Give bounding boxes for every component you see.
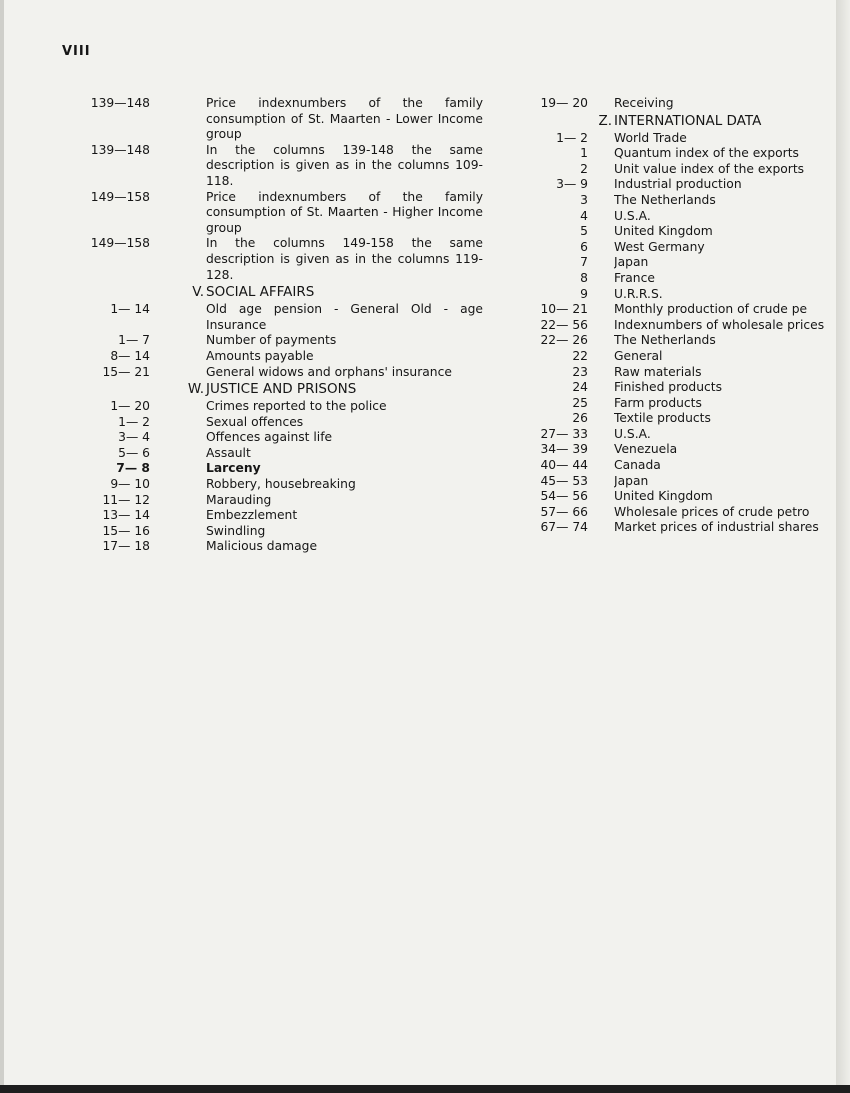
index-entry: [510, 209, 830, 225]
section-title: SOCIAL AFFAIRS: [206, 284, 315, 301]
index-entry: [510, 146, 830, 162]
column-range: 7— 8: [116, 461, 150, 476]
entry-description: Receiving: [614, 96, 674, 110]
index-entry: [510, 458, 830, 474]
column-range: 1— 14: [110, 302, 150, 317]
section-title: INTERNATIONAL DATA: [614, 112, 762, 129]
column-range: 57— 66: [540, 504, 588, 519]
entry-description: Industrial production: [614, 177, 742, 192]
entry-description: In the columns 149-158 the same description is given as in the columns 119-128.: [206, 236, 483, 282]
column-range: 22— 26: [540, 333, 588, 348]
index-entry: [510, 520, 830, 536]
index-entry: [58, 365, 483, 381]
index-entry: [58, 430, 483, 446]
column-range: 149—158: [90, 236, 150, 251]
entry-description: Price indexnumbers of the family consumption of St. Maarten - Higher Income group: [206, 189, 483, 235]
entry-description: Venezuela: [614, 442, 678, 457]
index-entry: [510, 365, 830, 381]
entry-description: Marauding: [206, 492, 272, 507]
column-range: 17— 18: [102, 539, 150, 554]
page-number: VIII: [62, 44, 91, 59]
entry-description: Market prices of industrial shares: [614, 520, 819, 535]
column-range: 7: [580, 255, 588, 270]
index-entry: [510, 349, 830, 365]
section-letter: W.: [187, 381, 204, 398]
column-range: 25: [572, 395, 588, 410]
entry-description: United Kingdom: [614, 224, 713, 239]
index-entry: [58, 190, 483, 237]
column-range: 19— 20: [540, 96, 588, 110]
index-entry: [510, 396, 830, 412]
entry-description: Old age pension - General Old - age Insurance: [206, 302, 483, 332]
column-range: 45— 53: [540, 473, 588, 488]
index-entry: [510, 255, 830, 271]
column-range: 67— 74: [540, 520, 588, 535]
entry-description: General widows and orphans' insurance: [206, 364, 452, 379]
column-range: 9: [580, 286, 588, 301]
column-range: 23: [572, 364, 588, 379]
column-range: 1— 2: [556, 130, 588, 145]
column-range: 15— 16: [102, 523, 150, 538]
index-entry: [510, 131, 830, 147]
page-right-edge: [836, 0, 850, 1093]
index-entry: [58, 302, 483, 333]
column-range: 139—148: [90, 96, 150, 110]
index-entry: [58, 415, 483, 431]
entry-description: The Netherlands: [614, 192, 716, 207]
entry-description: West Germany: [614, 239, 705, 254]
entry-description: Wholesale prices of crude petro: [614, 504, 810, 519]
column-range: 24: [572, 380, 588, 395]
index-entry: [510, 224, 830, 240]
entry-description: Canada: [614, 458, 661, 473]
index-entry: [58, 349, 483, 365]
column-range: 2: [580, 161, 588, 176]
section-letter: V.: [192, 284, 204, 301]
index-entry: [58, 143, 483, 190]
column-range: 13— 14: [102, 508, 150, 523]
entry-description: U.R.R.S.: [614, 286, 663, 301]
column-range: 26: [572, 411, 588, 426]
index-entry: [58, 399, 483, 415]
entry-description: Monthly production of crude pe: [614, 302, 808, 317]
column-range: 8— 14: [110, 348, 150, 363]
entry-description: Finished products: [614, 380, 722, 395]
entry-description: Number of payments: [206, 333, 337, 348]
page-bottom-edge: [0, 1085, 850, 1093]
entry-description: Larceny: [206, 461, 261, 476]
index-entry: [510, 240, 830, 256]
entry-description: Textile products: [614, 411, 711, 426]
index-entry: [510, 442, 830, 458]
entry-description: Malicious damage: [206, 539, 318, 554]
entry-description: Japan: [614, 255, 649, 270]
index-entry: [510, 427, 830, 443]
entry-description: Indexnumbers of wholesale prices: [614, 317, 825, 332]
index-entry: [58, 446, 483, 462]
column-range: 6: [580, 239, 588, 254]
section-heading: [58, 284, 483, 301]
index-entry: [58, 508, 483, 524]
column-range: 4: [580, 208, 588, 223]
entry-description: World Trade: [614, 130, 687, 145]
left-column: [58, 96, 483, 555]
index-entry: [510, 287, 830, 303]
entry-description: U.S.A.: [614, 426, 651, 441]
entry-description: In the columns 139-148 the same description is given as in the columns 109-118.: [206, 142, 483, 188]
column-range: 8: [580, 270, 588, 285]
column-range: 3: [580, 192, 588, 207]
index-entry: [510, 489, 830, 505]
column-range: 22— 56: [540, 317, 588, 332]
index-entry: [58, 524, 483, 540]
entry-description: Farm products: [614, 395, 702, 410]
entry-description: Sexual offences: [206, 414, 304, 429]
index-entry: [510, 318, 830, 334]
column-range: 1— 2: [118, 414, 150, 429]
section-title: JUSTICE AND PRISONS: [206, 381, 357, 398]
column-range: 3— 4: [118, 430, 150, 445]
column-range: 9— 10: [110, 477, 150, 492]
entry-description: U.S.A.: [614, 208, 651, 223]
column-range: 15— 21: [102, 364, 150, 379]
index-entry: [510, 380, 830, 396]
index-entry: [510, 271, 830, 287]
entry-description: Raw materials: [614, 364, 702, 379]
column-range: 27— 33: [540, 426, 588, 441]
entry-description: Price indexnumbers of the family consumption of St. Maarten - Lower Income group: [206, 96, 483, 142]
column-range: 5: [580, 224, 588, 239]
index-entry: [510, 193, 830, 209]
column-range: 54— 56: [540, 489, 588, 504]
index-entry: [510, 177, 830, 193]
index-entry: [58, 333, 483, 349]
column-range: 40— 44: [540, 458, 588, 473]
column-range: 1— 20: [110, 399, 150, 414]
entry-description: France: [614, 270, 655, 285]
column-range: 22: [572, 348, 588, 363]
column-range: 5— 6: [118, 445, 150, 460]
index-entry: [510, 162, 830, 178]
right-column: [510, 96, 830, 536]
index-entry: [510, 411, 830, 427]
entry-description: Crimes reported to the police: [206, 399, 387, 414]
section-heading: [58, 381, 483, 398]
index-entry: [58, 461, 483, 477]
entry-description: Robbery, housebreaking: [206, 477, 356, 492]
index-entry: [58, 477, 483, 493]
page-left-edge: [0, 0, 4, 1093]
index-entry: [58, 96, 483, 143]
column-range: 149—158: [90, 189, 150, 204]
section-heading: [510, 113, 830, 130]
column-range: 10— 21: [540, 302, 588, 317]
column-range: 34— 39: [540, 442, 588, 457]
index-entry: [510, 302, 830, 318]
entry-description: Assault: [206, 445, 251, 460]
column-range: 11— 12: [102, 492, 150, 507]
column-range: 3— 9: [556, 177, 588, 192]
entry-description: General: [614, 348, 663, 363]
column-range: 139—148: [90, 142, 150, 157]
entry-description: Quantum index of the exports: [614, 146, 799, 161]
section-letter: Z.: [598, 112, 612, 129]
column-range: 1— 7: [118, 333, 150, 348]
index-entry: [510, 333, 830, 349]
entry-description: Embezzlement: [206, 508, 298, 523]
entry-description: The Netherlands: [614, 333, 716, 348]
index-entry: [510, 96, 830, 112]
index-entry: [58, 539, 483, 555]
column-range: 1: [580, 146, 588, 161]
entry-description: Unit value index of the exports: [614, 161, 805, 176]
index-entry: [510, 474, 830, 490]
entry-description: Swindling: [206, 523, 266, 538]
entry-description: Amounts payable: [206, 348, 314, 363]
entry-description: Offences against life: [206, 430, 333, 445]
index-entry: [58, 236, 483, 283]
entry-description: United Kingdom: [614, 489, 713, 504]
entry-description: Japan: [614, 473, 649, 488]
index-entry: [510, 505, 830, 521]
index-entry: [58, 493, 483, 509]
